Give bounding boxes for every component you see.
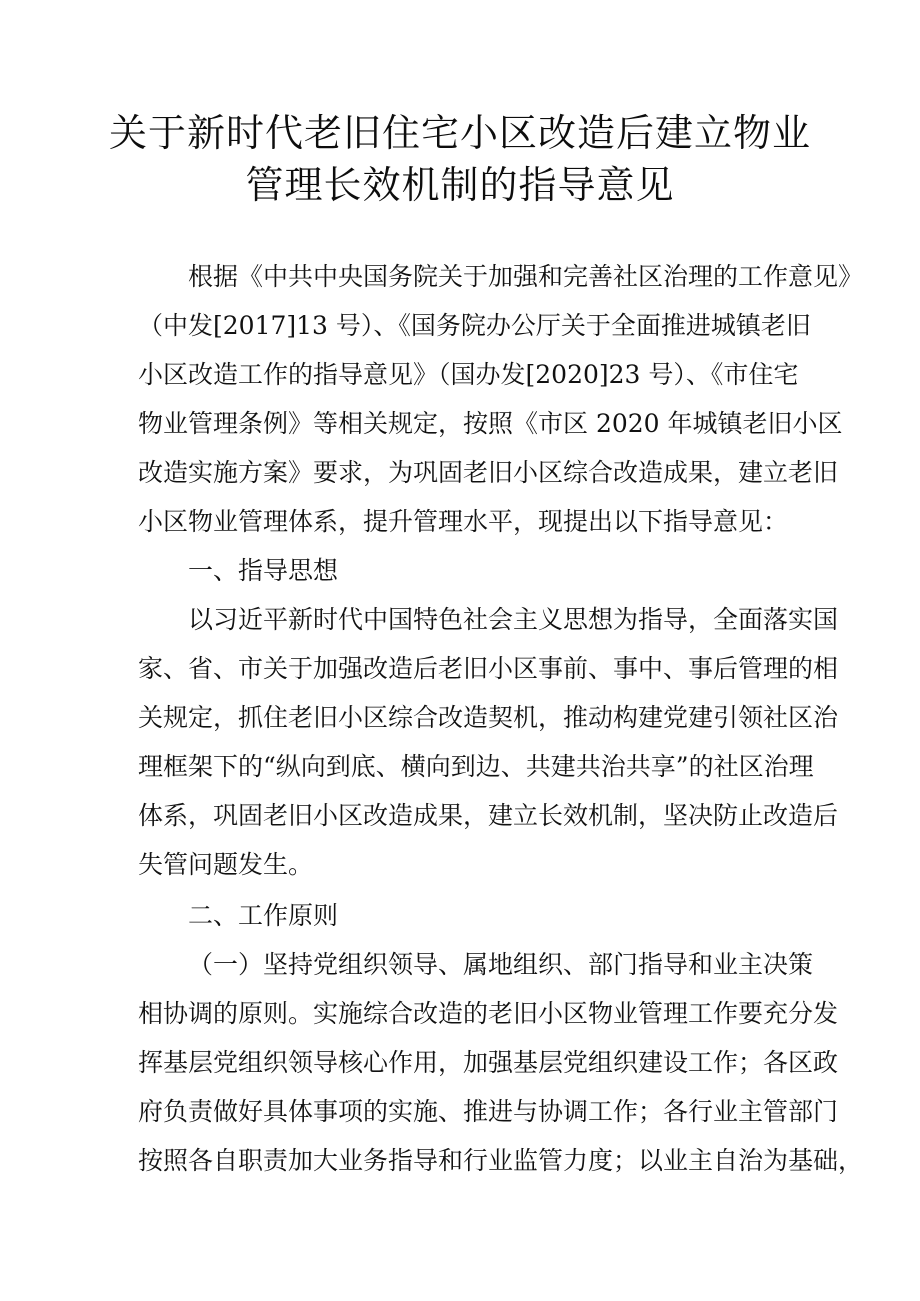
document-title-line-1: 关于新时代老旧住宅小区改造后建立物业 <box>108 111 811 155</box>
body-line: （中发[2017]13 号）、《国务院办公厅关于全面推进城镇老旧 <box>138 311 811 340</box>
document-title-line-2: 管理长效机制的指导意见 <box>245 163 675 207</box>
body-line: 理框架下的“纵向到底、横向到边、共建共治共享”的社区治理 <box>138 752 814 781</box>
body-line: 挥基层党组织领导核心作用，加强基层党组织建设工作；各区政 <box>138 1048 839 1077</box>
body-line: 体系，巩固老旧小区改造成果，建立长效机制，坚决防止改造后 <box>138 801 839 830</box>
body-line: 失管问题发生。 <box>138 850 314 879</box>
body-line: 相协调的原则。实施综合改造的老旧小区物业管理工作要充分发 <box>138 999 839 1028</box>
body-line: 家、省、市关于加强改造后老旧小区事前、事中、事后管理的相 <box>138 654 839 683</box>
body-line: 改造实施方案》要求，为巩固老旧小区综合改造成果，建立老旧 <box>138 458 839 487</box>
body-line: 小区改造工作的指导意见》（国办发[2020]23 号）、《市住宅 <box>138 360 799 389</box>
body-line: 按照各自职责加大业务指导和行业监管力度；以业主自治为基础， <box>138 1146 864 1175</box>
body-line: （一）坚持党组织领导、属地组织、部门指导和业主决策 <box>188 950 814 979</box>
body-line: 以习近平新时代中国特色社会主义思想为指导，全面落实国 <box>188 605 839 634</box>
body-line: 根据《中共中央国务院关于加强和完善社区治理的工作意见》 <box>188 262 864 291</box>
body-line: 物业管理条例》等相关规定，按照《市区 2020 年城镇老旧小区 <box>138 409 843 438</box>
body-line: 关规定，抓住老旧小区综合改造契机，推动构建党建引领社区治 <box>138 703 839 732</box>
section-heading: 二、工作原则 <box>188 901 339 930</box>
section-heading: 一、指导思想 <box>188 556 339 585</box>
body-line: 府负责做好具体事项的实施、推进与协调工作；各行业主管部门 <box>138 1097 839 1126</box>
body-line: 小区物业管理体系，提升管理水平，现提出以下指导意见： <box>138 507 789 536</box>
